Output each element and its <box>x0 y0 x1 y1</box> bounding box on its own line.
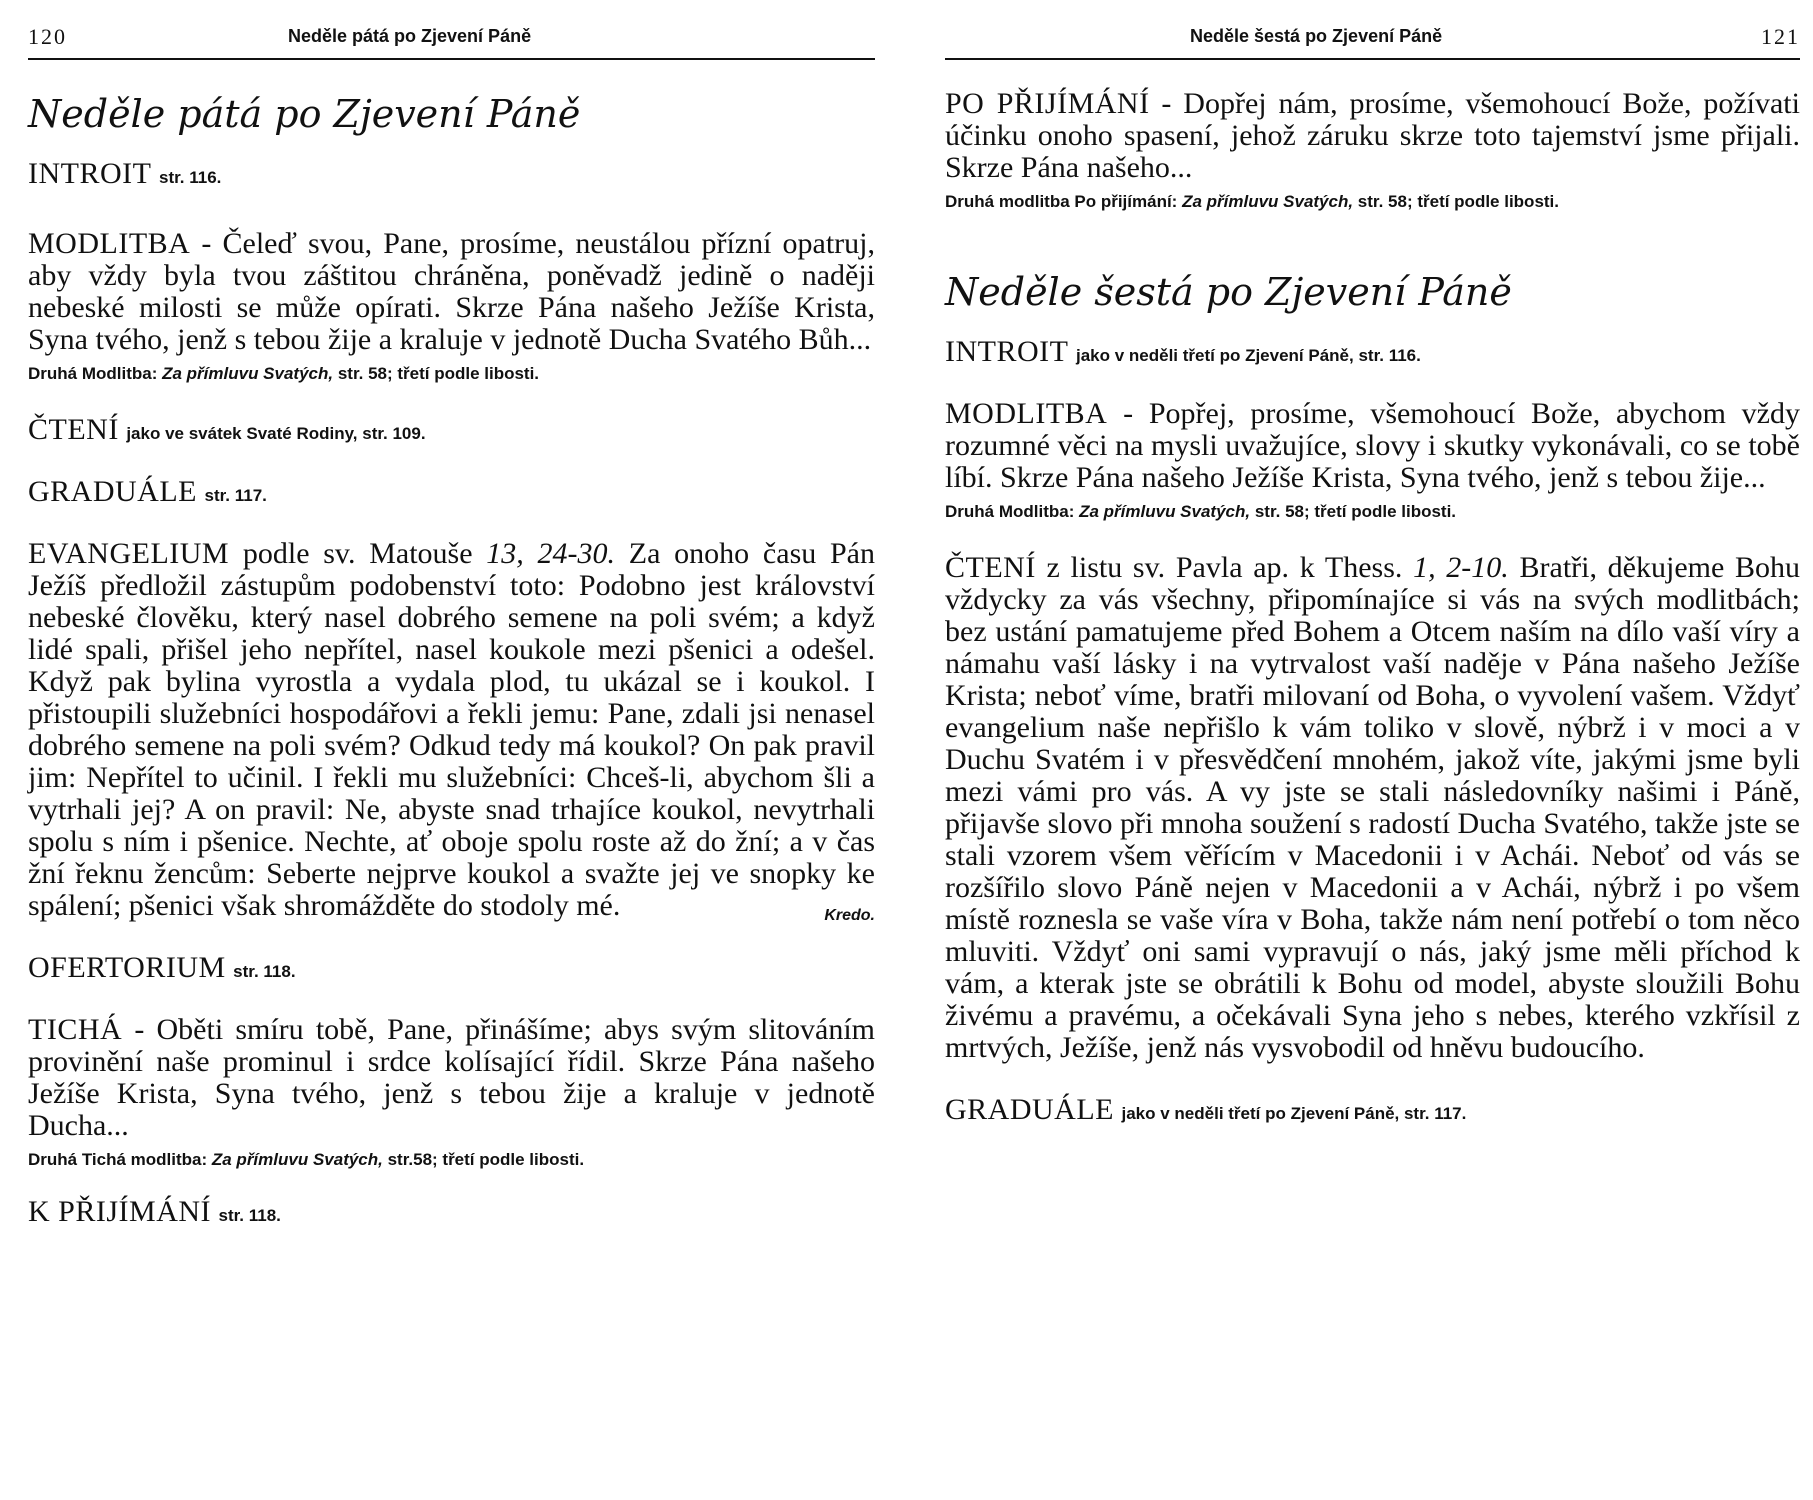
section-label: PO PŘIJÍMÁNÍ <box>945 87 1150 120</box>
prayer-note <box>945 192 1800 212</box>
section-label: GRADUÁLE <box>945 1093 1114 1126</box>
modlitba-section <box>28 228 875 384</box>
note-suffix: str. 58; třetí podle libosti. <box>1353 192 1560 211</box>
ofertorium-section <box>28 952 875 988</box>
prayer-note <box>28 1150 875 1170</box>
k-prijimani-section <box>28 1196 875 1232</box>
page-number: 120 <box>28 24 67 49</box>
evangelium-section <box>28 538 875 922</box>
graduale-section <box>28 476 875 512</box>
prayer-note <box>28 364 875 384</box>
section-label: ČTENÍ <box>945 551 1036 584</box>
note-italic: Za přímluvu Svatých, <box>162 364 334 383</box>
section-label: EVANGELIUM <box>28 537 230 570</box>
note-suffix: str. 58; třetí podle libosti. <box>333 364 540 383</box>
left-page <box>28 0 875 1500</box>
page-content <box>945 70 1800 1156</box>
prayer-text: - Popřej, prosíme, všemohoucí Bože, abychom vždy rozumné věci na mysli uvažujíce, slovy i skutky vykonávali, co se tobě líbí. Skrze Pána našeho Ježíše Krista, Syna tvého, jenž s tebou žije... <box>945 397 1800 494</box>
gospel-text: Za onoho času Pán Ježíš předložil zástupům podobenství toto: Podobno jest království nebeské člověku, který nasel dobrého semene na poli svém; a když lidé spali, přišel jeho nepřítel, nasel koukole mezi pšenici a odešel. Když pak bylina vyrostla a vydala plod, tu ukázal se i koukol. I přistoupili služebníci hospodářovi a řekli jemu: Pane, zdali jsi nenasel dobrého semene na poli svém? Odkud tedy má koukol? On pak pravil jim: Nepřítel to učinil. I řekli mu služebníci: Chceš-li, abychom šli a vytrhali jej? A on pravil: Ne, abyste snad trhajíce koukol, nevytrhali spolu s ním i pšenice. Nechte, ať oboje spolu roste až do žní; a v čas žní řeknu žencům: Seberte nejprve koukol a svažte jej ve snopky ke spálení; pšenici však shromážděte do stodoly mé. <box>28 537 875 922</box>
po-prijimani-section <box>945 88 1800 212</box>
page-reference: str. 116. <box>158 168 222 187</box>
note-prefix: Druhá modlitba Po přijímání: <box>945 192 1183 211</box>
section-label: MODLITBA <box>28 227 191 260</box>
note-prefix: Druhá Modlitba: <box>28 364 163 383</box>
note-prefix: Druhá Tichá modlitba: <box>28 1150 212 1169</box>
graduale-section <box>945 1094 1800 1130</box>
section-label: INTROIT <box>945 335 1069 368</box>
running-title: Neděle šestá po Zjevení Páně <box>1190 26 1443 46</box>
page-reference: jako v neděli třetí po Zjevení Páně, str. 116. <box>1075 346 1421 365</box>
scripture-reference: 13, 24-30. <box>486 537 616 570</box>
section-label: ČTENÍ <box>28 413 119 446</box>
note-italic: Za přímluvu Svatých, <box>1079 502 1251 521</box>
note-suffix: str. 58; třetí podle libosti. <box>1250 502 1457 521</box>
cteni-section <box>945 552 1800 1064</box>
page-reference: str. 117. <box>204 486 267 505</box>
epistle-text: Bratři, děkujeme Bohu vždycky za vás všechny, připomínajíce si vás na svých modlitbách; bez ustání pamatujeme před Bohem a Otcem naším na dílo vaší víry a námahu vaší lásky i na vytrvalost vaší naděje v Pána našeho Ježíše Krista; neboť víme, bratři milovaní od Boha, o vyvolení vašem. Vždyť evangelium naše nepřišlo k vám toliko v slově, nýbrž i v moci a v Duchu Svatém i v přesvědčení mnohém, jakož víte, jakými jsme byli mezi vámi pro vás. A vy jste se stali následovníky našimi i Páně, přijavše slovo při mnoha soužení s radostí Ducha Svatého, takže jste se stali vzorem všem věřícím v Macedonii i v Achái. Neboť od vás se rozšířilo slovo Páně nejen v Macedonii a v Achái, nýbrž i po všem místě roznesla se vaše víra v Boha, takže nám není potřebí o tom něco mluviti. Vždyť oni sami vypravují o nás, jaký jsme měli příchod k vám, a kterak jste se obrátili k Bohu od model, abyste sloužili Bohu živému a pravému, a očekávali Syna jeho s nebes, kterého vzkřísil z mrtvých, Ježíše, jenž nás vysvobodil od hněvu budoucího. <box>945 551 1801 1064</box>
section-label: K PŘIJÍMÁNÍ <box>28 1195 212 1228</box>
prayer-note <box>945 502 1800 522</box>
cteni-intro: z listu sv. Pavla ap. k Thess. <box>1035 551 1414 584</box>
ticha-section <box>28 1014 875 1170</box>
sunday-title: Neděle šestá po Zjevení Páně <box>945 270 1512 314</box>
page-reference: str. 118. <box>218 1206 281 1225</box>
section-label: OFERTORIUM <box>28 951 226 984</box>
section-label: GRADUÁLE <box>28 475 197 508</box>
note-prefix: Druhá Modlitba: <box>945 502 1080 521</box>
section-label: TICHÁ <box>28 1013 123 1046</box>
page-number: 121 <box>1761 24 1800 49</box>
introit-section <box>28 158 875 194</box>
section-label: MODLITBA <box>945 397 1108 430</box>
section-label: INTROIT <box>28 157 152 190</box>
cteni-section <box>28 414 875 450</box>
prayer-text: - Oběti smíru tobě, Pane, přinášíme; abys svým slitováním provinění naše prominul i srdce kolísající řídil. Skrze Pána našeho Ježíše Krista, Syna tvého, jenž s tebou žije a kraluje v jednotě Ducha... <box>28 1013 875 1142</box>
introit-section <box>945 336 1800 372</box>
right-page <box>945 0 1800 1500</box>
running-head <box>945 18 1800 60</box>
page-content <box>28 70 875 1258</box>
note-suffix: str.58; třetí podle libosti. <box>382 1150 585 1169</box>
evangelium-intro: podle sv. Matouše <box>229 537 487 570</box>
running-head <box>28 18 875 60</box>
sunday-title: Neděle pátá po Zjevení Páně <box>28 92 581 136</box>
note-italic: Za přímluvu Svatých, <box>1182 192 1354 211</box>
kredo-mark: Kredo. <box>824 907 875 924</box>
page-reference: str. 118. <box>233 962 296 981</box>
prayer-text: - Dopřej nám, prosíme, všemohoucí Bože, požívati účinku onoho spasení, jehož záruku skrze toto tajemství jsme přijali. Skrze Pána našeho... <box>945 87 1800 184</box>
modlitba-section <box>945 398 1800 522</box>
note-italic: Za přímluvu Svatých, <box>211 1150 383 1169</box>
page-reference: jako v neděli třetí po Zjevení Páně, str. 117. <box>1121 1104 1467 1123</box>
page-reference: jako ve svátek Svaté Rodiny, str. 109. <box>126 424 426 443</box>
scripture-reference: 1, 2-10. <box>1413 551 1509 584</box>
prayer-text: - Čeleď svou, Pane, prosíme, neustálou přízní opatruj, aby vždy byla tvou záštitou chráněna, poněvadž jedině o naději nebeské milosti se může opírati. Skrze Pána našeho Ježíše Krista, Syna tvého, jenž s tebou žije a kraluje v jednotě Ducha Svatého Bůh... <box>28 227 875 356</box>
running-title: Neděle pátá po Zjevení Páně <box>288 26 532 46</box>
